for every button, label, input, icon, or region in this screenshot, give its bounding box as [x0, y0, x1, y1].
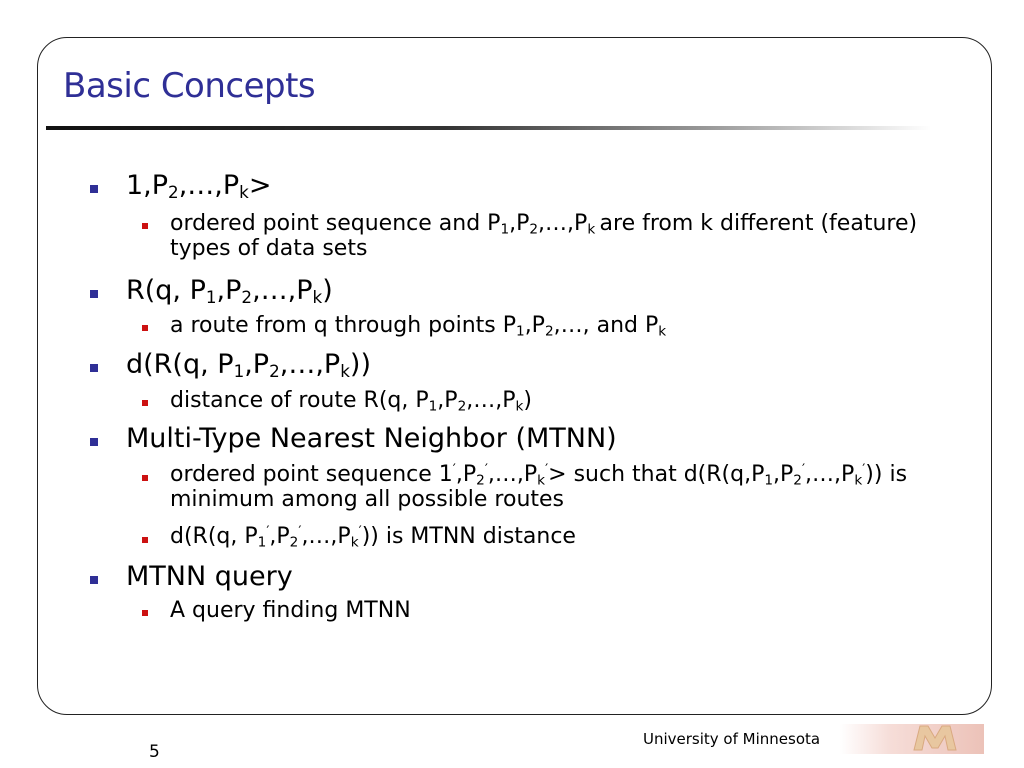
bullet-square-icon: [90, 576, 98, 584]
sub-bullet-square-icon: [142, 610, 148, 616]
bullet-item-3: d(R(q, $P_1,P_2,\dots,P_k$)): [126, 349, 371, 382]
university-m-logo-icon: [912, 724, 958, 752]
bullet-item-4: Multi-Type Nearest Neighbor (MTNN): [126, 423, 617, 454]
footer-university: University of Minnesota: [643, 730, 821, 748]
bullet-square-icon: [90, 290, 98, 298]
sub-item-3-1: distance of route R(q, $P_1,P_2,\dots,P_k$): [170, 388, 532, 415]
sub-bullet-square-icon: [142, 475, 148, 481]
sub-bullet-square-icon: [142, 325, 148, 331]
sub-bullet-square-icon: [142, 400, 148, 406]
sub-bullet-square-icon: [142, 223, 148, 229]
slide-title: Basic Concepts: [63, 66, 316, 106]
bullet-item-5: MTNN query: [126, 561, 293, 592]
bullet-square-icon: [90, 364, 98, 372]
sub-item-4-2: d(R(q, $P_1',P_2',\dots,P_k'$)) is MTNN distance: [170, 523, 576, 551]
sub-item-2-1: a route from q through points $P_1,P_2,\dots$, and $P_k$: [170, 313, 667, 340]
bullet-square-icon: [90, 185, 98, 193]
sub-item-4-1: ordered point sequence $1',P_2',\dots,P_k'>$ such that $d(R(q,P_1,P_2',\dots,P_k'))$ is minimum among all possible routes: [170, 461, 908, 513]
sub-item-5-1: A query finding MTNN: [170, 598, 411, 623]
sub-bullet-square-icon: [142, 537, 148, 543]
bullet-square-icon: [90, 438, 98, 446]
bullet-item-1: $1,P_2,\dots,P_k>$: [126, 170, 272, 203]
bullet-item-2: R(q, $P_1,P_2,\dots,P_k$): [126, 275, 333, 308]
sub-item-1-1: ordered point sequence and $P_1,P_2,\dots,P_k$ are from k different (feature) types of data sets: [170, 211, 918, 262]
page-number: 5: [149, 742, 160, 762]
